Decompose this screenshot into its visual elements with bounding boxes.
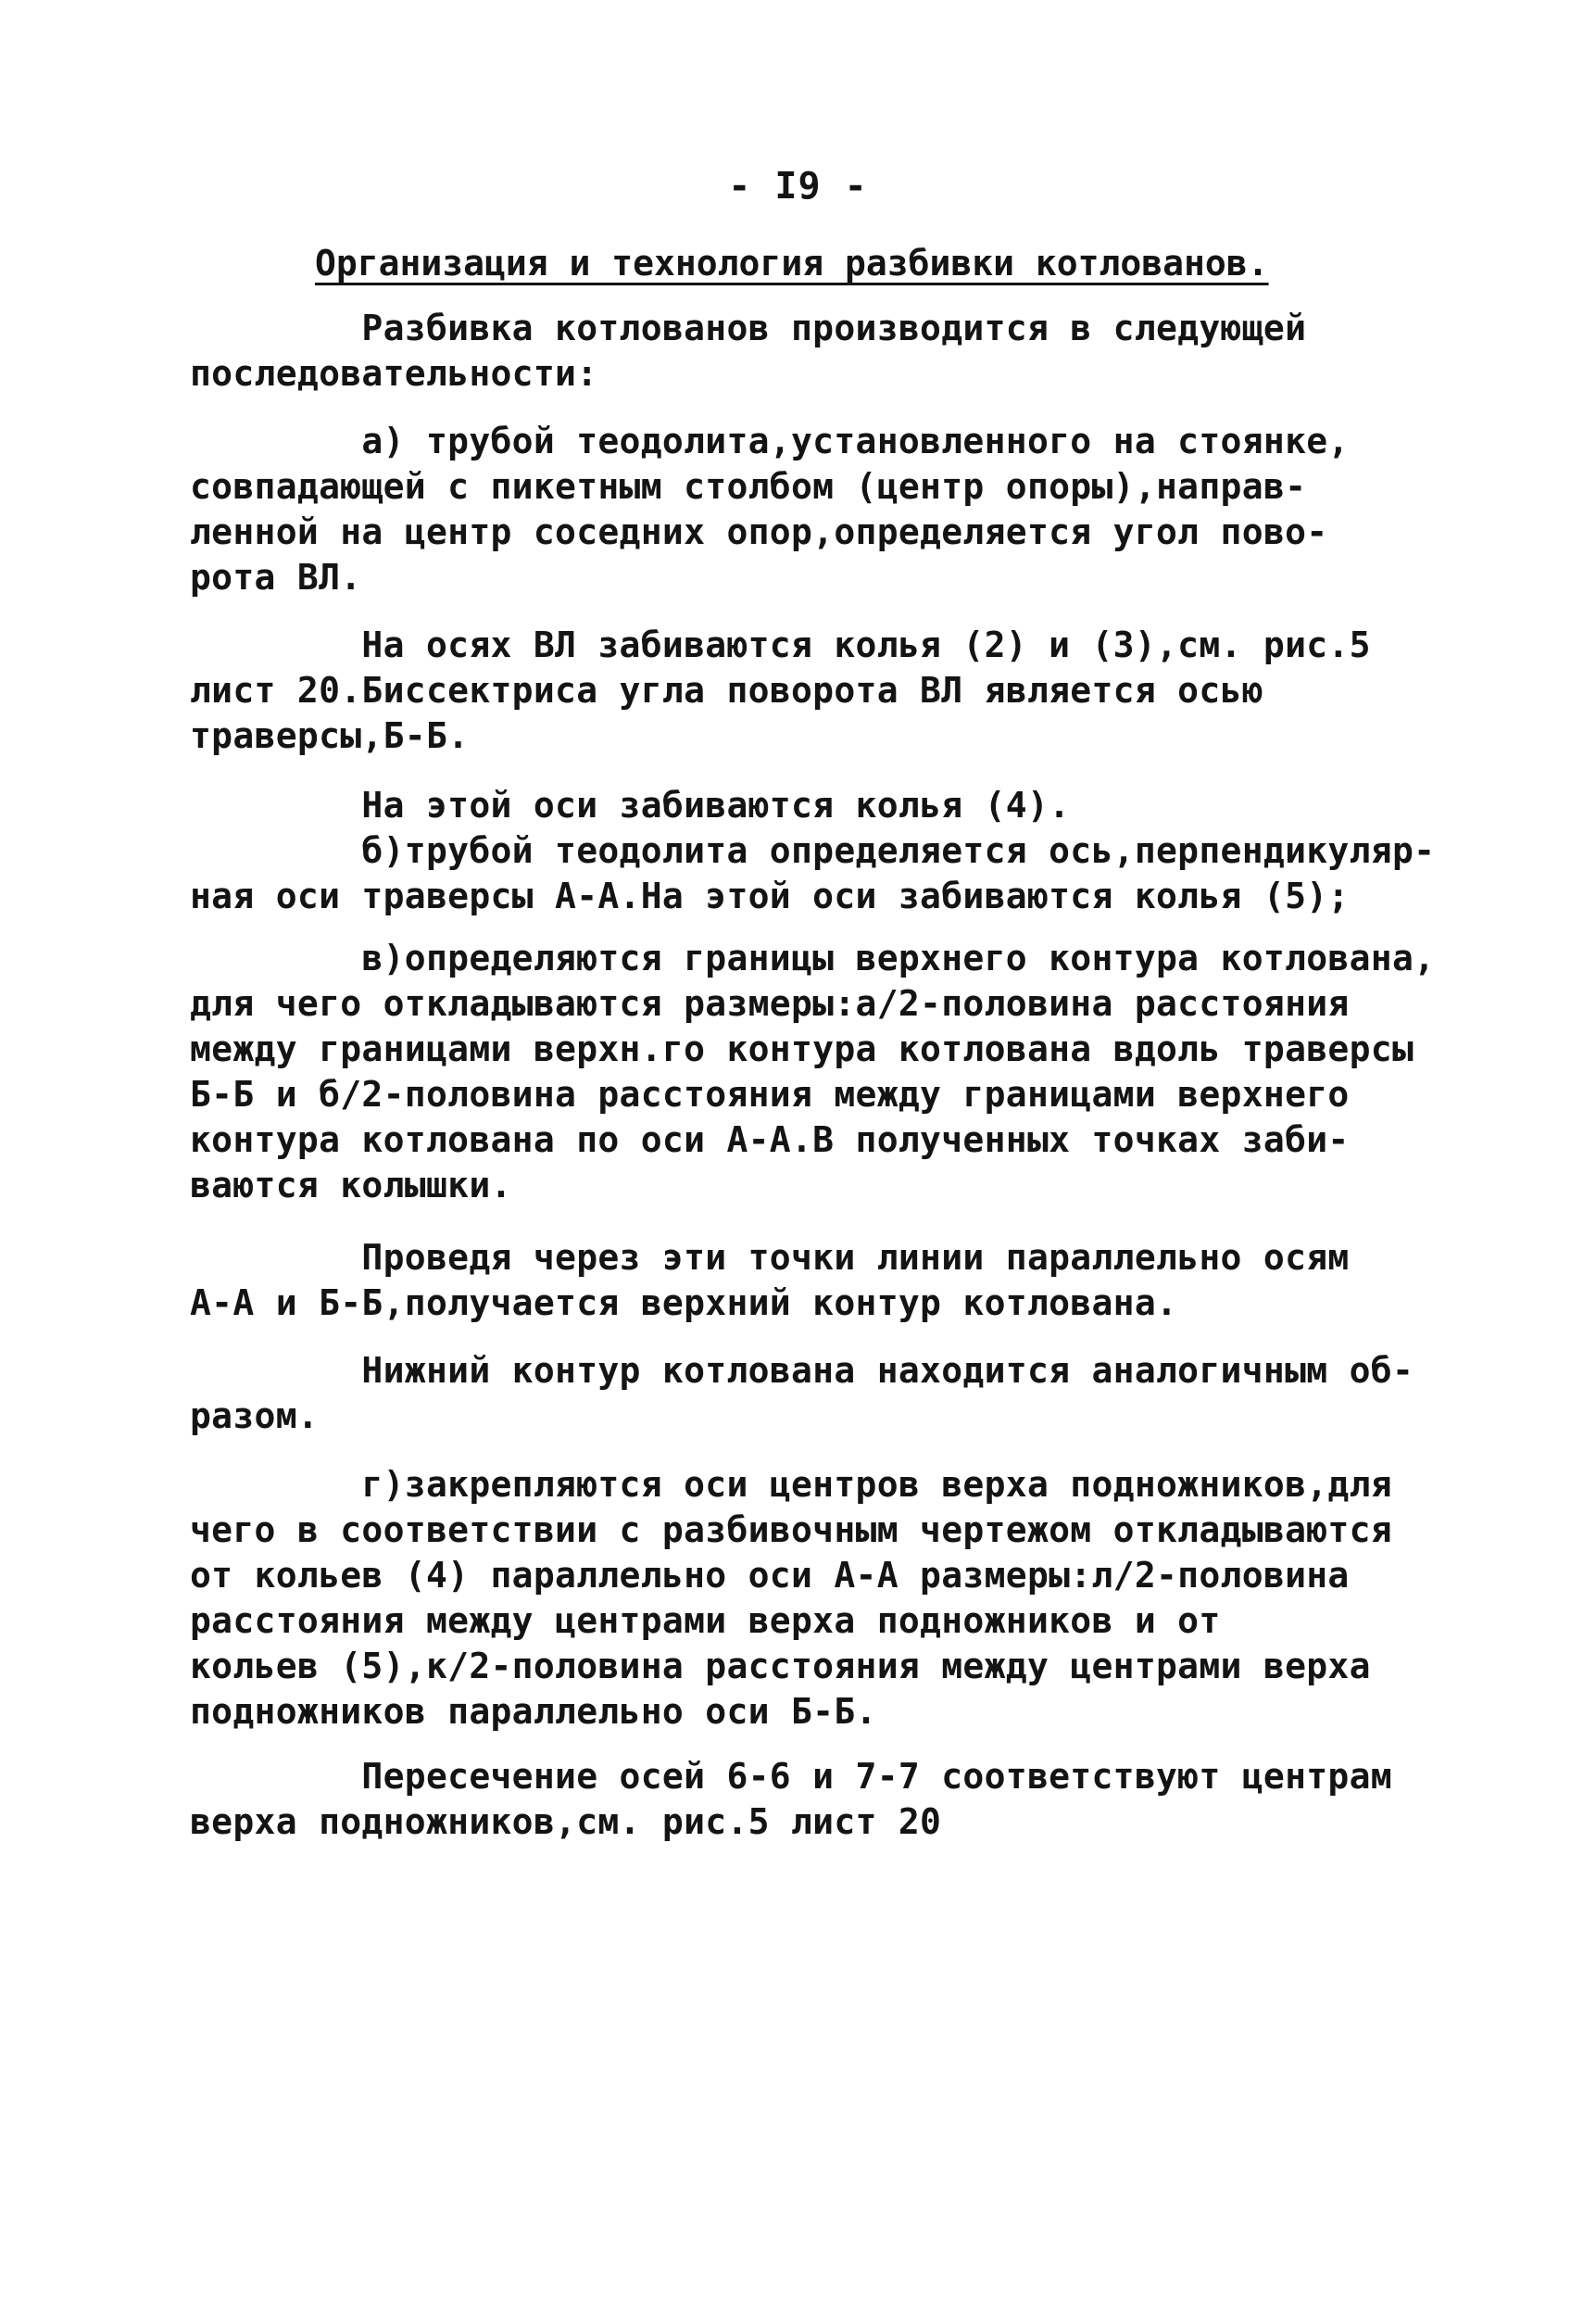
text-line: подножников параллельно оси Б-Б. <box>190 1691 877 1732</box>
paragraph-axes <box>190 623 1450 759</box>
paragraph-step-a <box>190 419 1450 600</box>
text-line: чего в соответствии с разбивочным чертежом откладываются <box>190 1509 1392 1550</box>
text-line: Нижний контур котлована находится аналогичным об- <box>190 1350 1414 1391</box>
text-line: последовательности: <box>190 353 598 394</box>
text-line: ленной на центр соседних опор,определяется угол пово- <box>190 511 1328 552</box>
text-line: На осях ВЛ забиваются колья (2) и (3),см. рис.5 <box>190 625 1371 665</box>
paragraph-intersection <box>190 1754 1450 1845</box>
text-line: Проведя через эти точки линии параллельно осям <box>190 1237 1350 1278</box>
text-line: рота ВЛ. <box>190 557 362 598</box>
text-line: Разбивка котлованов производится в следующей <box>190 308 1307 348</box>
text-line: На этой оси забиваются колья (4). <box>190 785 1071 826</box>
paragraph-step-g <box>190 1462 1450 1735</box>
text-line: траверсы,Б-Б. <box>190 715 470 756</box>
text-line: контура котлована по оси А-А.В полученных точках заби- <box>190 1119 1350 1160</box>
text-line: г)закрепляются оси центров верха подножников,для <box>190 1464 1392 1505</box>
paragraph-step-b <box>190 783 1450 919</box>
text-line: А-А и Б-Б,получается верхний контур котлована. <box>190 1282 1178 1323</box>
text-line: ваются колышки. <box>190 1165 512 1205</box>
section-heading: Организация и технология разбивки котлованов. <box>315 243 1269 284</box>
text-line: разом. <box>190 1395 320 1436</box>
text-line: лист 20.Биссектриса угла поворота ВЛ является осью <box>190 670 1263 711</box>
paragraph-step-v <box>190 936 1450 1208</box>
text-line: верха подножников,см. рис.5 лист 20 <box>190 1801 942 1842</box>
text-line: в)определяются границы верхнего контура котлована, <box>190 938 1436 978</box>
text-line: Б-Б и б/2-половина расстояния между границами верхнего <box>190 1074 1350 1115</box>
text-line: для чего откладываются размеры:а/2-половина расстояния <box>190 983 1350 1024</box>
text-line: совпадающей с пикетным столбом (центр опоры),направ- <box>190 466 1307 507</box>
text-line: б)трубой теодолита определяется ось,перпендикуляр- <box>190 830 1436 871</box>
text-line: между границами верхн.го контура котлована вдоль траверсы <box>190 1028 1414 1069</box>
paragraph-lower-contour <box>190 1348 1450 1439</box>
text-line: ная оси траверсы А-А.На этой оси забиваются колья (5); <box>190 876 1350 916</box>
paragraph-intro <box>190 306 1450 397</box>
text-line: кольев (5),к/2-половина расстояния между центрами верха <box>190 1646 1371 1686</box>
text-line: Пересечение осей 6-6 и 7-7 соответствуют центрам <box>190 1756 1392 1797</box>
text-line: от кольев (4) параллельно оси А-А размеры:л/2-половина <box>190 1555 1350 1596</box>
text-line: а) трубой теодолита,установленного на стоянке, <box>190 421 1350 461</box>
text-line: расстояния между центрами верха подножников и от <box>190 1600 1221 1641</box>
page-number: - I9 - <box>728 165 868 208</box>
paragraph-upper-contour <box>190 1235 1450 1326</box>
